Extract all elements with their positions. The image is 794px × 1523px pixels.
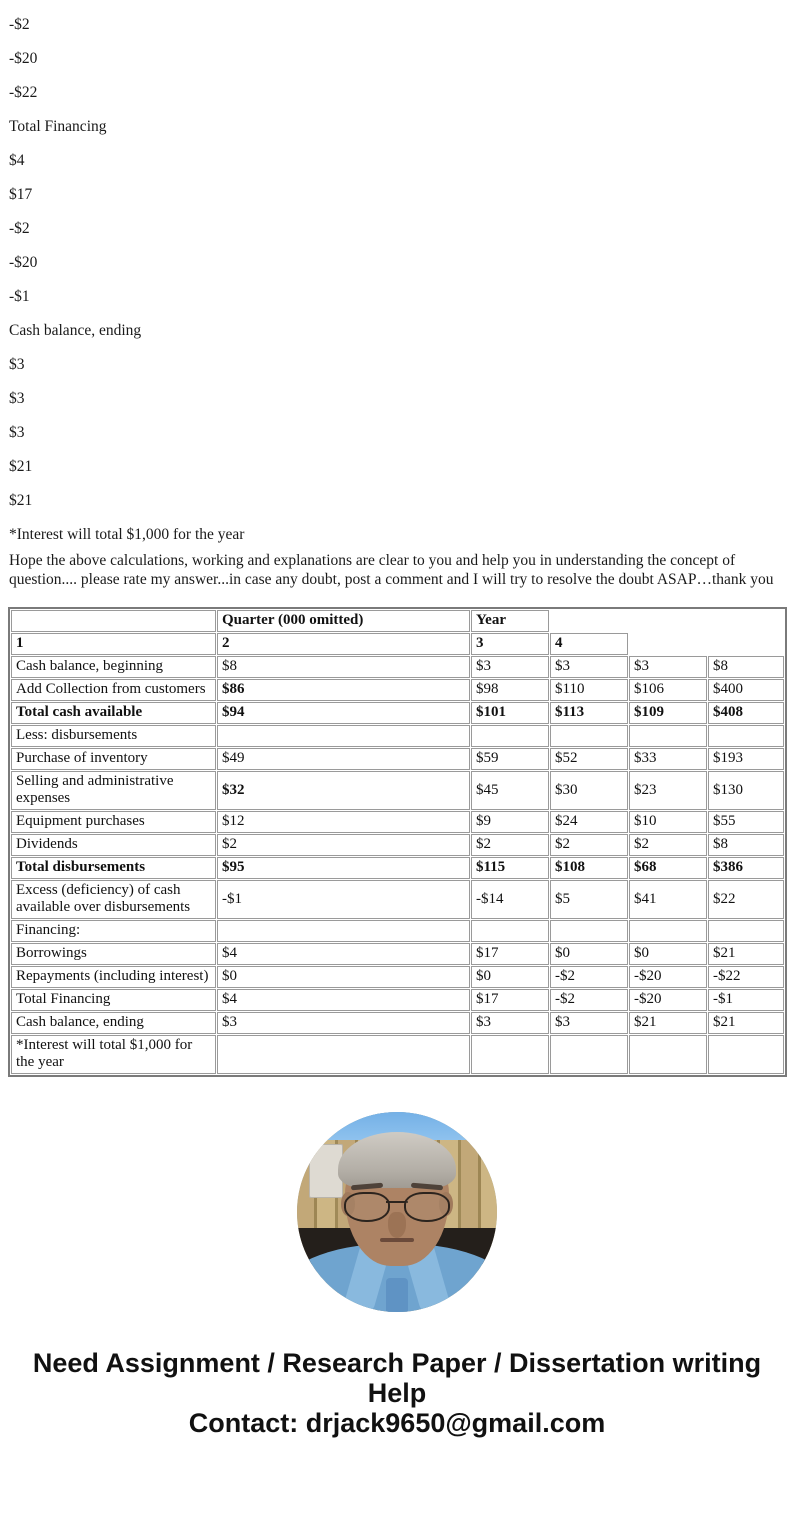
table-header-number-row (11, 633, 784, 655)
row-label: Purchase of inventory (11, 748, 216, 770)
table-row (11, 834, 784, 856)
row-value (708, 725, 784, 747)
row-value (550, 1035, 628, 1074)
row-value: $3 (471, 1012, 549, 1034)
table-row (11, 679, 784, 701)
row-value: $8 (708, 834, 784, 856)
table-row (11, 966, 784, 988)
row-value: -$1 (708, 989, 784, 1011)
row-value: $45 (471, 771, 549, 810)
promo-contact: Contact: drjack9650@gmail.com (188, 1408, 606, 1438)
row-value: $4 (217, 989, 470, 1011)
row-label: Cash balance, ending (11, 1012, 216, 1034)
row-value: $115 (471, 857, 549, 879)
row-label: Add Collection from customers (11, 679, 216, 701)
row-value: $408 (708, 702, 784, 724)
row-value: $95 (217, 857, 470, 879)
table-row (11, 920, 784, 942)
row-value: $68 (629, 857, 707, 879)
row-value: $110 (550, 679, 628, 701)
table-row (11, 811, 784, 833)
row-value: $2 (217, 834, 470, 856)
row-value: $30 (550, 771, 628, 810)
answer-value-line: $4 (9, 152, 25, 169)
row-value: $400 (708, 679, 784, 701)
row-value: $21 (708, 1012, 784, 1034)
row-value: $2 (629, 834, 707, 856)
answer-value-line: Cash balance, ending (9, 322, 142, 339)
table-row (11, 943, 784, 965)
table-row (11, 1035, 784, 1074)
table-row (11, 748, 784, 770)
row-value: $0 (629, 943, 707, 965)
row-value: $106 (629, 679, 707, 701)
row-value: $3 (217, 1012, 470, 1034)
header-spacer-cell (629, 633, 707, 655)
table-row (11, 1012, 784, 1034)
row-label: Excess (deficiency) of cash available over disbursements (11, 880, 216, 919)
cash-budget-table-wrapper (8, 607, 786, 1077)
row-value: $41 (629, 880, 707, 919)
answer-value-line: $3 (9, 424, 25, 441)
row-label: Repayments (including interest) (11, 966, 216, 988)
avatar (297, 1112, 497, 1312)
header-quarter-c2: 2 (217, 633, 470, 655)
row-label: Borrowings (11, 943, 216, 965)
row-value (708, 920, 784, 942)
row-value (217, 1035, 470, 1074)
row-value: $32 (217, 771, 470, 810)
photo-mouth (380, 1238, 414, 1242)
cash-budget-table-body (11, 610, 784, 1074)
row-value: $86 (217, 679, 470, 701)
row-value: -$14 (471, 880, 549, 919)
row-value: -$1 (217, 880, 470, 919)
header-cell-quarter: Quarter (000 omitted) (217, 610, 470, 632)
row-value: $21 (629, 1012, 707, 1034)
row-value (217, 920, 470, 942)
row-label: Equipment purchases (11, 811, 216, 833)
row-value: $98 (471, 679, 549, 701)
row-value: $33 (629, 748, 707, 770)
row-value: $8 (708, 656, 784, 678)
row-value: $3 (550, 656, 628, 678)
table-row (11, 771, 784, 810)
answer-value-line: $3 (9, 356, 25, 373)
row-value: $55 (708, 811, 784, 833)
row-value: $22 (708, 880, 784, 919)
row-value: -$20 (629, 966, 707, 988)
table-row (11, 857, 784, 879)
row-value: $17 (471, 989, 549, 1011)
row-value (550, 920, 628, 942)
row-value: $3 (629, 656, 707, 678)
row-value: $94 (217, 702, 470, 724)
promo-line-1: Need Assignment / Research Paper / Dissertation (32, 1348, 666, 1378)
row-value: $3 (550, 1012, 628, 1034)
row-value: $49 (217, 748, 470, 770)
answer-value-line: -$20 (9, 254, 38, 271)
promo-line-2: writing Help (367, 1348, 762, 1408)
row-value: -$2 (550, 989, 628, 1011)
answer-value-line: *Interest will total $1,000 for the year (9, 526, 245, 543)
row-label: Less: disbursements (11, 725, 216, 747)
answer-value-line: -$2 (9, 220, 30, 237)
row-value: $3 (471, 656, 549, 678)
row-value: $8 (217, 656, 470, 678)
closing-paragraph: Hope the above calculations, working and explanations are clear to you and help you in understanding the concept of question.... please rate my answer...in case any doubt, post a comment and I will try to resolve the doubt ASAP…thank you (9, 552, 774, 588)
row-value: $23 (629, 771, 707, 810)
header-spacer-cell (708, 610, 784, 632)
answer-value-line: -$20 (9, 50, 38, 67)
header-quarter-c1: 1 (11, 633, 216, 655)
row-value: -$22 (708, 966, 784, 988)
photo-lens-left (344, 1192, 390, 1222)
header-spacer-cell (550, 610, 628, 632)
row-value (629, 1035, 707, 1074)
row-value (471, 725, 549, 747)
answer-value-line: -$1 (9, 288, 30, 305)
row-value: -$20 (629, 989, 707, 1011)
table-row (11, 880, 784, 919)
row-label: Financing: (11, 920, 216, 942)
answer-value-line: -$22 (9, 84, 38, 101)
row-value: $193 (708, 748, 784, 770)
row-value: $108 (550, 857, 628, 879)
answer-value-line: Total Financing (9, 118, 107, 135)
answer-value-line: $17 (9, 186, 33, 203)
row-value (629, 920, 707, 942)
cash-budget-table (8, 607, 787, 1077)
row-value: -$2 (550, 966, 628, 988)
row-label: Total disbursements (11, 857, 216, 879)
table-row (11, 702, 784, 724)
photo-tie (386, 1278, 408, 1312)
row-value: $9 (471, 811, 549, 833)
answer-value-list (0, 0, 794, 552)
row-label: Selling and administrative expenses (11, 771, 216, 810)
answer-value-line: -$2 (9, 16, 30, 33)
row-value: $0 (217, 966, 470, 988)
row-value: $10 (629, 811, 707, 833)
table-row (11, 989, 784, 1011)
row-value: $0 (471, 966, 549, 988)
row-value: $5 (550, 880, 628, 919)
row-label: Total cash available (11, 702, 216, 724)
promo-footer (0, 1348, 794, 1438)
row-label: Total Financing (11, 989, 216, 1011)
answer-value-line: $3 (9, 390, 25, 407)
header-cell-blank (11, 610, 216, 632)
row-value: $2 (471, 834, 549, 856)
row-value (471, 1035, 549, 1074)
row-value: $4 (217, 943, 470, 965)
row-value: $59 (471, 748, 549, 770)
row-value (708, 1035, 784, 1074)
row-value: $113 (550, 702, 628, 724)
row-value: $52 (550, 748, 628, 770)
answer-value-line: $21 (9, 458, 33, 475)
row-value: $24 (550, 811, 628, 833)
row-value: $0 (550, 943, 628, 965)
row-value: $12 (217, 811, 470, 833)
table-header-group-row (11, 610, 784, 632)
header-quarter-c3: 3 (471, 633, 549, 655)
row-value (629, 725, 707, 747)
header-cell-year: Year (471, 610, 549, 632)
table-row (11, 656, 784, 678)
row-value: $2 (550, 834, 628, 856)
row-label: Cash balance, beginning (11, 656, 216, 678)
row-label: Dividends (11, 834, 216, 856)
photo-lens-right (404, 1192, 450, 1222)
row-value: $17 (471, 943, 549, 965)
row-value (217, 725, 470, 747)
row-value: $130 (708, 771, 784, 810)
portrait-zone (0, 1109, 794, 1314)
row-value: $21 (708, 943, 784, 965)
row-value: $109 (629, 702, 707, 724)
header-quarter-c4: 4 (550, 633, 628, 655)
header-spacer-cell (629, 610, 707, 632)
row-value: $101 (471, 702, 549, 724)
header-spacer-cell (708, 633, 784, 655)
row-value: $386 (708, 857, 784, 879)
photo-nose (388, 1212, 406, 1238)
table-row (11, 725, 784, 747)
answer-value-line: $21 (9, 492, 33, 509)
row-value (550, 725, 628, 747)
row-label: *Interest will total $1,000 for the year (11, 1035, 216, 1074)
row-value (471, 920, 549, 942)
